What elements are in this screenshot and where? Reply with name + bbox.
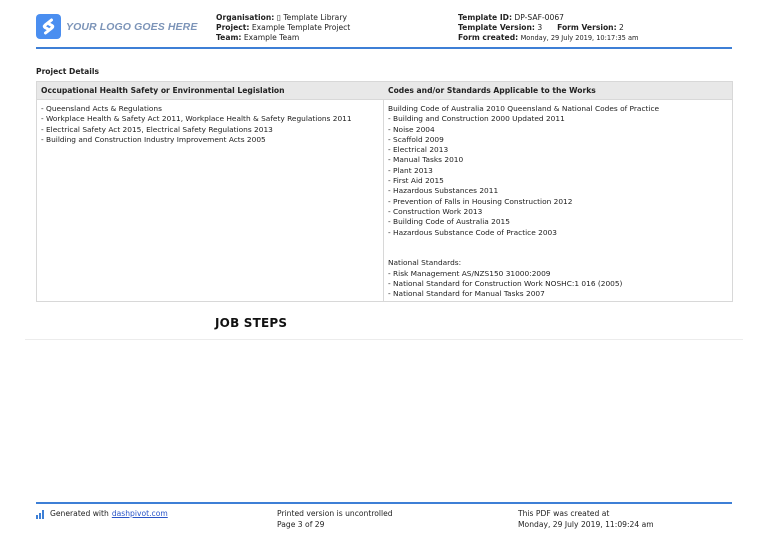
list-item: - Building and Construction 2000 Updated 2011 — [388, 114, 565, 124]
list-item: - National Standard for Manual Tasks 2007 — [388, 289, 545, 299]
organisation-label: Organisation: — [216, 13, 275, 22]
list-item: - Hazardous Substance Code of Practice 2003 — [388, 227, 557, 237]
version-row — [458, 23, 638, 33]
project-value: Example Template Project — [251, 23, 351, 32]
list-item: - Building and Construction Industry Improvement Acts 2005 — [41, 134, 266, 144]
list-item: - Manual Tasks 2010 — [388, 155, 464, 165]
team-label: Team: — [216, 33, 242, 42]
pdf-created-label: This PDF was created at — [518, 509, 610, 518]
pdf-created-value: Monday, 29 July 2019, 11:09:24 am — [518, 519, 654, 529]
pdf-created-info — [518, 509, 654, 530]
table-header-row — [37, 82, 732, 100]
logo — [36, 14, 197, 39]
project-details-table — [36, 81, 733, 302]
page-header — [36, 11, 732, 47]
list-item: - Risk Management AS/NZS150 31000:2009 — [388, 268, 551, 278]
form-created-label: Form created: — [458, 33, 519, 42]
list-item: - Electrical 2013 — [388, 145, 449, 155]
logo-icon — [36, 14, 61, 39]
column-header-codes: Codes and/or Standards Applicable to the Works — [388, 86, 596, 95]
list-item: - Building Code of Australia 2015 — [388, 217, 510, 227]
template-id-row — [458, 13, 638, 23]
list-item: - Electrical Safety Act 2015, Electrical Safety Regulations 2013 — [41, 124, 273, 134]
list-item: - Construction Work 2013 — [388, 206, 483, 216]
dashpivot-link[interactable]: dashpivot.com — [111, 509, 168, 518]
generated-with — [36, 509, 168, 520]
list-item: Building Code of Australia 2010 Queensland & National Codes of Practice — [388, 104, 660, 113]
job-steps-divider — [25, 339, 743, 340]
generated-text: Generated with — [50, 509, 109, 518]
form-version-value: 2 — [619, 23, 624, 32]
codes-cell — [384, 100, 732, 301]
table-row — [37, 100, 732, 301]
list-item: - Plant 2013 — [388, 165, 433, 175]
form-version-label: Form Version: — [557, 23, 617, 32]
project-row — [216, 23, 350, 33]
form-created-row — [458, 33, 638, 43]
team-row — [216, 33, 350, 43]
column-header-legislation: Occupational Health Safety or Environmental Legislation — [41, 86, 285, 95]
template-version-value: 3 — [537, 23, 543, 32]
header-divider — [36, 47, 732, 49]
list-item: - Workplace Health & Safety Act 2011, Workplace Health & Safety Regulations 2011 — [41, 114, 352, 124]
list-item: - Prevention of Falls in Housing Construction 2012 — [388, 196, 573, 206]
project-label: Project: — [216, 23, 250, 32]
footer-divider — [36, 502, 732, 504]
header-project-info — [216, 13, 350, 43]
list-heading: National Standards: — [388, 258, 462, 268]
template-id-value: DP-SAF-0067 — [514, 13, 565, 22]
organisation-value: ▯ Template Library — [276, 13, 347, 22]
template-id-label: Template ID: — [458, 13, 512, 22]
dashpivot-bars-icon — [36, 510, 45, 519]
uncontrolled-text: Printed version is uncontrolled — [277, 509, 393, 518]
template-version-label: Template Version: — [458, 23, 535, 32]
job-steps-heading: JOB STEPS — [215, 316, 288, 330]
list-item: - Queensland Acts & Regulations — [41, 104, 162, 113]
header-template-info — [458, 13, 638, 43]
legislation-cell — [37, 100, 384, 301]
list-item: - National Standard for Construction Work NOSHC:1 016 (2005) — [388, 279, 623, 289]
logo-text: YOUR LOGO GOES HERE — [66, 20, 198, 33]
page-number: Page 3 of 29 — [277, 519, 325, 529]
list-item: - Hazardous Substances 2011 — [388, 186, 499, 196]
team-value: Example Team — [243, 33, 300, 42]
section-title: Project Details — [36, 67, 99, 76]
list-item: - Noise 2004 — [388, 124, 435, 134]
spacer — [388, 238, 728, 248]
form-created-value: Monday, 29 July 2019, 10:17:35 am — [520, 34, 639, 42]
list-item: - First Aid 2015 — [388, 176, 444, 186]
organisation-row — [216, 13, 350, 23]
spacer — [388, 248, 728, 258]
print-info — [277, 509, 393, 530]
list-item: - Scaffold 2009 — [388, 134, 444, 144]
